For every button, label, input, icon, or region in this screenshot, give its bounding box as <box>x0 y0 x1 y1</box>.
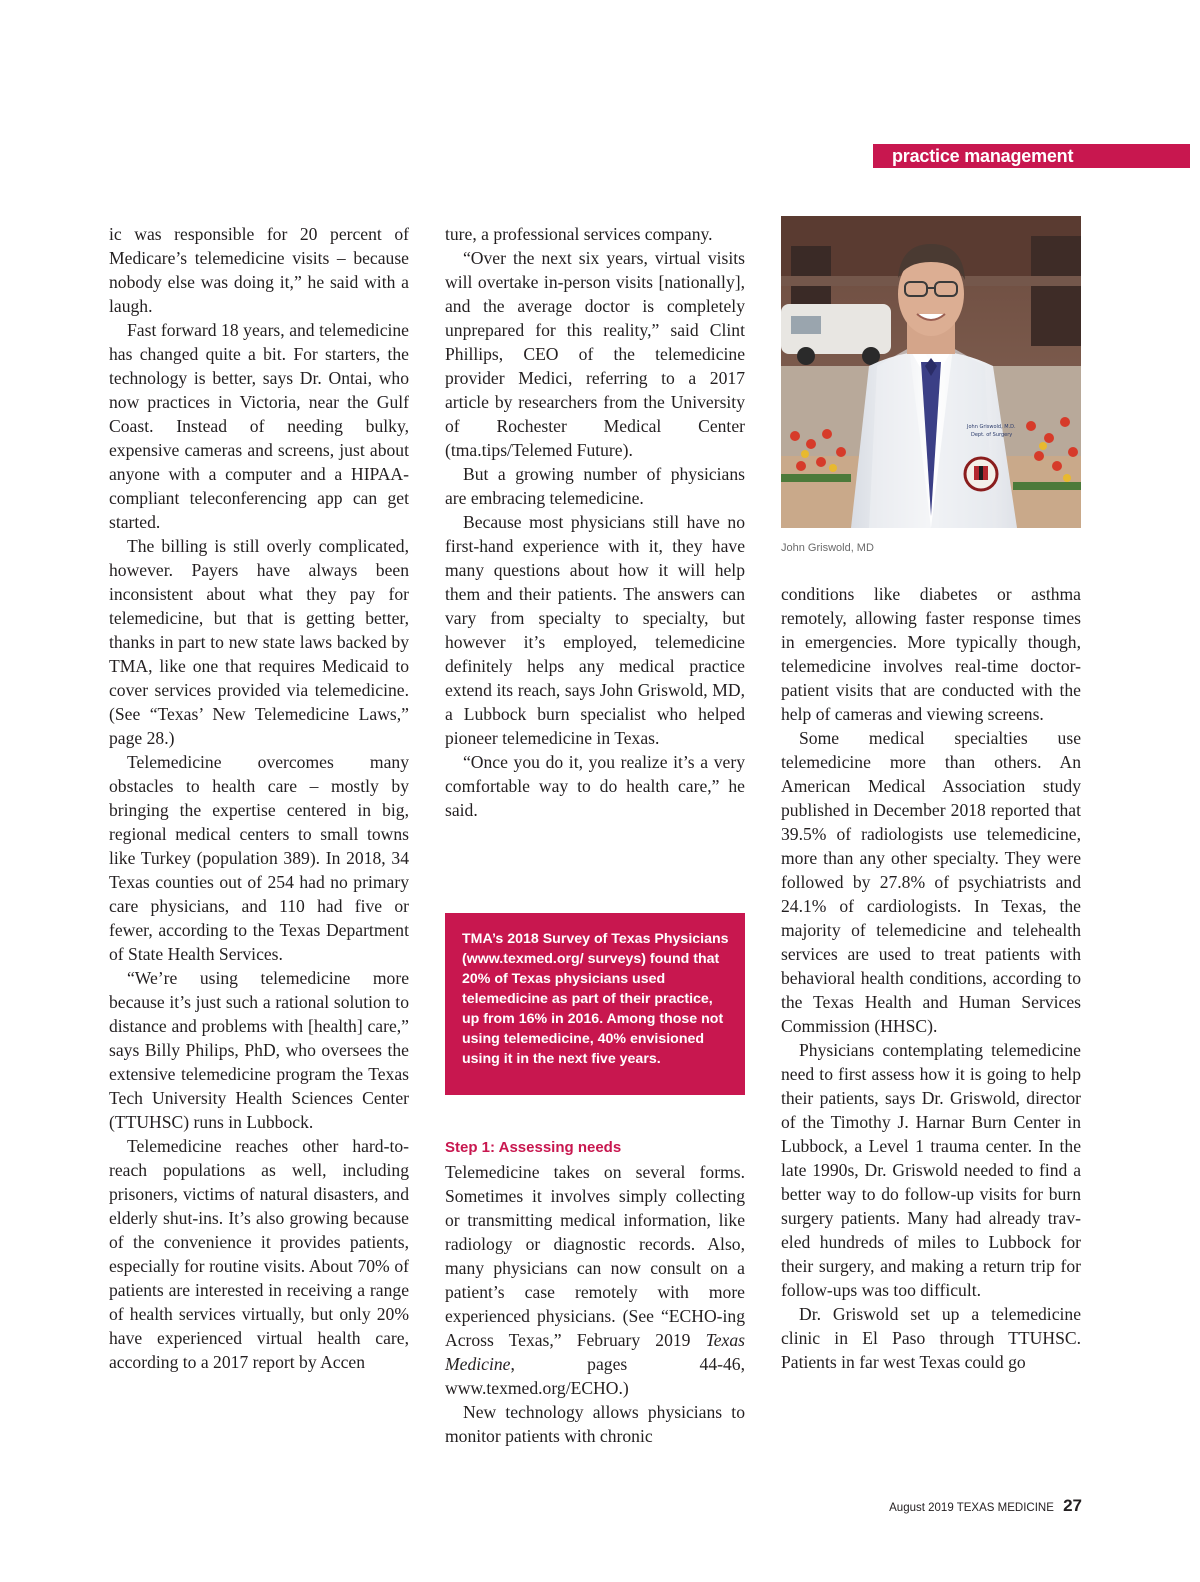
publication-name: TEXAS MEDICINE <box>956 1502 1054 1514</box>
doctor-portrait-photo <box>781 216 1081 528</box>
paragraph: conditions like diabetes or asthma remotely, allowing faster response times in emergencies. More typically though, telemedicine involves real-time doctor-patient visits that are conducted with the help of cameras and viewing screens. <box>781 584 1081 724</box>
paragraph: Fast forward 18 years, and telemedicine has changed quite a bit. For starters, the technology is better, says Dr. Ontai, who now practices in Victoria, near the Gulf Coast. Instead of needing bulky, expensive cameras and screens, just about anyone with a computer and a HIPAA-compliant teleconferencing app can get started. <box>109 320 409 532</box>
publication-title: Texas Medicine <box>445 1330 745 1374</box>
section-header: practice management <box>873 144 1190 168</box>
article-column-2-bottom <box>445 1136 745 1448</box>
paragraph: ture, a professional services company. <box>445 224 713 244</box>
paragraph: “Once you do it, you realize it’s a very comfortable way to do health care,” he said. <box>445 752 745 820</box>
paragraph: “We’re using telemedicine more because it’s just such a rational solution to distance and problems with [health] care,” says Billy Philips, PhD, who oversees the extensive telemedicine program the Texas Tech University Health Sciences Center (TTUHSC) runs in Lubbock. <box>109 968 409 1132</box>
paragraph-text: Telemedicine takes on several forms. Sometimes it involves simply collecting or transmitting medical information, like radiology or diagnostic records. Also, many physicians can now consult on a patient’s case remotely with more experienced physicians. (See “ECHO-ing Across Texas,” February 2019 <box>445 1162 745 1350</box>
paragraph: Telemedicine overcomes many obstacles to health care – mostly by bringing the expertise centered in big, regional medical centers to small towns like Turkey (population 389). In 2018, 34 Texas counties out of 254 had no primary care physicians, and 110 had five or fewer, according to the Texas Department of State Health Services. <box>109 752 409 964</box>
issue-date: August 2019 <box>889 1502 954 1514</box>
page-footer <box>889 1494 1082 1520</box>
paragraph: Physicians contemplating telemedicine need to first assess how it is going to help their patients, says Dr. Griswold, director of the Timothy J. Harnar Burn Center in Lubbock, a Level 1 trauma center. In the late 1990s, Dr. Griswold needed to find a better way to do follow-up visits for burn surgery patients. Many had already traveled hundreds of miles to Lubbock for their surgery, and making a return trip for follow-ups was too difficult. <box>781 1040 1081 1300</box>
paragraph: The billing is still overly complicated, however. Payers have always been inconsistent about what they pay for telemedicine, but that is getting better, thanks in part to new state laws backed by TMA, like one that requires Medicaid to cover services provided via telemedicine. (See “Texas’ New Telemedicine Laws,” page 28.) <box>109 536 409 748</box>
paragraph: ic was responsible for 20 percent of Medicare’s telemedicine visits – because nobody else was doing it,” he said with a laugh. <box>109 224 409 316</box>
article-column-3 <box>781 582 1081 1374</box>
subheading: Step 1: Assessing needs <box>445 1139 622 1156</box>
paragraph <box>445 1160 745 1400</box>
paragraph: But a growing number of physicians are embracing telemedicine. <box>445 464 745 508</box>
paragraph: New technology allows physicians to monitor patients with chronic <box>445 1402 745 1446</box>
survey-callout-box: TMA’s 2018 Survey of Texas Physicians (www.texmed.org/ surveys) found that 20% of Texas physicians used telemedicine as part of their practice, up from 16% in 2016. Among those not using telemedicine, 40% envisioned using it in the next five years. <box>445 913 745 1095</box>
article-column-1 <box>109 222 409 1374</box>
paragraph: Some medical specialties use telemedicine more than others. An American Medical Association study published in December 2018 reported that 39.5% of radiologists use telemedicine, more than any other specialty. They were followed by 27.8% of psychiatrists and 24.1% of cardiologists. In Texas, the majority of telemedicine and telehealth services are used to treat patients with behavioral health conditions, according to the Texas Health and Human Services Commission (HHSC). <box>781 728 1081 1036</box>
photo-caption: John Griswold, MD <box>781 542 874 554</box>
paragraph: “Over the next six years, virtual visits will overtake in-person visits [nationally], and the average doctor is completely unprepared for this reality,” said Clint Phillips, CEO of the telemedicine provider Medici, referring to a 2017 article by researchers from the University of Rochester Medical Center (tma.tips/Telemed Future). <box>445 248 745 460</box>
svg-text:John Griswold, M.D.: John Griswold, M.D. <box>967 424 1016 430</box>
page-number: 27 <box>1063 1496 1082 1515</box>
paragraph: Dr. Griswold set up a telemedicine clinic in El Paso through TTUHSC. Patients in far west Texas could go <box>781 1304 1081 1372</box>
paragraph-text: , pages 44-46, www.texmed.org/ECHO.) <box>445 1354 745 1398</box>
article-column-2-top <box>445 222 745 822</box>
paragraph: Telemedicine reaches other hard-to-reach populations as well, including prisoners, victims of natural disasters, and elderly shut-ins. It’s also growing because of the convenience it provides patients, especially for routine visits. About 70% of patients are interested in receiving a range of health services virtually, but only 20% have experienced virtual health care, according to a 2017 report by Accen <box>109 1136 409 1372</box>
paragraph: Because most physicians still have no first-hand experience with it, they have many questions about how it will help them and their patients. The answers can vary from specialty to specialty, but however it’s employed, telemedicine definitely helps any medical practice extend its reach, says John Griswold, MD, a Lubbock burn specialist who helped pioneer telemedicine in Texas. <box>445 512 745 748</box>
svg-text:Dept. of Surgery: Dept. of Surgery <box>971 432 1013 438</box>
